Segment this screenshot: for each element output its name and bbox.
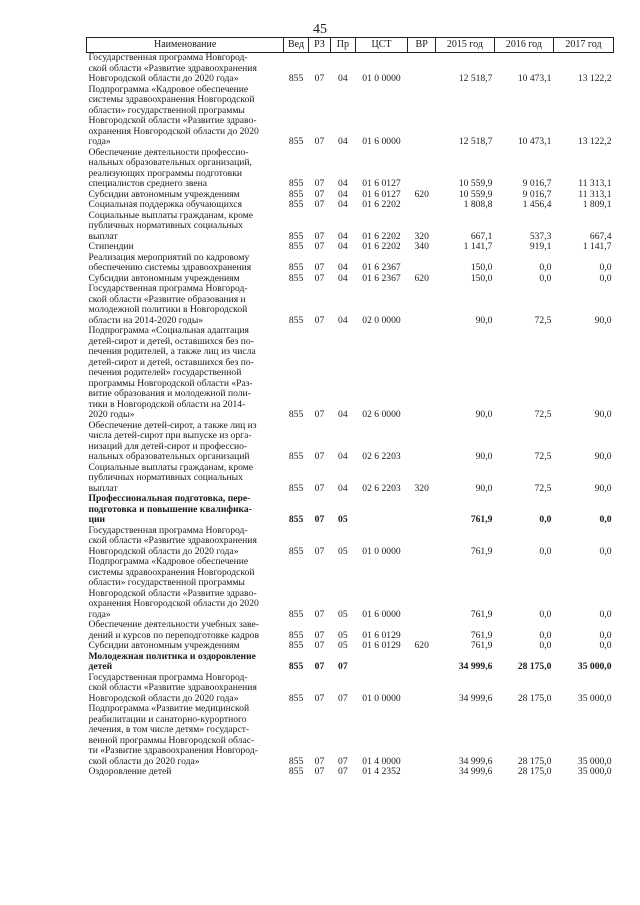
cell-ved: 855 — [288, 230, 304, 242]
cell-name: Подпрограмма «Социальная адаптация детей-сирот и детей, оставшихся без по- печения родителей, а также лиц из числа детей-сирот и детей, оставшихся без по- печения родителей» государственной программы Новгородской области «Раз- витие образования и молодежной поли- тики в Новгородской области на 2014- 2020 годы» — [88, 325, 256, 420]
cell-2015: 150,0 — [470, 272, 493, 284]
cell-rz: 07 — [314, 482, 325, 494]
cell-rz: 07 — [314, 314, 325, 326]
cell-name: Социальные выплаты гражданам, кроме публичных нормативных социальных выплат — [88, 209, 254, 242]
cell-2017: 0,0 — [599, 629, 612, 641]
cell-vr — [408, 200, 435, 211]
cell-vr — [408, 53, 435, 85]
cell-rz: 07 — [314, 272, 325, 284]
cell-2017: 1 809,1 — [582, 199, 612, 210]
cell-2015: 10 559,9 — [458, 178, 493, 189]
table-row — [87, 652, 614, 673]
cell-vr — [408, 620, 435, 641]
cell-name: Социальные выплаты гражданам, кроме публичных нормативных социальных выплат — [88, 461, 254, 494]
cell-2017: 0,0 — [599, 545, 612, 557]
cell-ved: 855 — [288, 661, 304, 672]
cell-2016: 28 175,0 — [517, 755, 552, 767]
header-rz: РЗ — [308, 38, 330, 53]
cell-2015: 1 141,7 — [463, 241, 493, 252]
cell-2016: 537,3 — [529, 230, 552, 242]
cell-2017: 1 141,7 — [582, 241, 612, 252]
cell-vr — [408, 326, 435, 421]
table-row — [87, 85, 614, 148]
cell-rz: 07 — [314, 608, 325, 620]
cell-2015: 12 518,7 — [458, 136, 493, 147]
cell-2017: 35 000,0 — [577, 766, 612, 777]
cell-rz: 07 — [314, 661, 325, 672]
table-row — [87, 148, 614, 190]
cell-2016: 28 175,0 — [517, 766, 552, 777]
cell-ved: 855 — [288, 482, 304, 494]
cell-2016: 919,1 — [529, 241, 552, 252]
cell-pr: 07 — [338, 766, 348, 777]
cell-cst: 01 6 2202 — [362, 199, 401, 210]
cell-name: Подпрограмма «Кадровое обеспечение системы здравоохранения Новгородской области» государственной программы Новгородской области «Развитие здраво- охранения Новгородской области до 2020 года» — [88, 83, 259, 147]
cell-name: Реализация мероприятий по кадровому обеспечению системы здравоохранения — [88, 251, 252, 273]
cell-2015: 761,9 — [470, 545, 493, 557]
table-row — [87, 673, 614, 705]
cell-name: Молодежная политика и оздоровление детей — [88, 650, 256, 672]
table-row — [87, 767, 614, 778]
cell-pr: 04 — [338, 314, 348, 326]
cell-vr — [408, 557, 435, 620]
cell-ved: 855 — [288, 262, 304, 273]
cell-cst: 01 0 0000 — [362, 73, 401, 84]
cell-vr: 320 — [414, 230, 429, 242]
cell-rz: 07 — [314, 755, 325, 767]
cell-name: Обеспечение деятельности профессио- нальных образовательных организаций, реализующих программы подготовки специалистов среднего звена — [88, 146, 252, 189]
table-row — [87, 463, 614, 495]
cell-name: Оздоровление детей — [88, 766, 172, 777]
cell-cst — [355, 494, 408, 526]
cell-2016: 9 016,7 — [522, 188, 552, 200]
cell-name: Стипендии — [88, 241, 134, 252]
cell-vr — [408, 494, 435, 526]
header-pr: Пр — [331, 38, 355, 53]
cell-rz: 07 — [314, 230, 325, 242]
cell-name: Субсидии автономным учреждениям — [88, 640, 240, 651]
cell-2017: 0,0 — [599, 272, 612, 284]
cell-2016: 0,0 — [539, 640, 552, 651]
cell-ved: 855 — [288, 514, 304, 525]
cell-rz: 07 — [314, 241, 325, 252]
cell-ved: 855 — [288, 451, 304, 462]
cell-pr: 05 — [338, 640, 348, 651]
cell-2015: 90,0 — [475, 451, 493, 462]
cell-cst: 01 4 0000 — [362, 755, 401, 767]
cell-cst: 01 6 2202 — [362, 241, 401, 252]
cell-vr: 340 — [414, 241, 429, 252]
cell-2015: 90,0 — [475, 482, 493, 494]
cell-pr: 04 — [338, 188, 348, 200]
cell-ved: 855 — [288, 188, 304, 200]
cell-name: Субсидии автономным учреждениям — [88, 188, 240, 200]
cell-2015: 667,1 — [470, 230, 493, 242]
cell-rz: 07 — [314, 692, 325, 704]
table-row — [87, 494, 614, 526]
table-row — [87, 620, 614, 641]
cell-2016: 72,5 — [534, 314, 552, 326]
table-row — [87, 211, 614, 243]
cell-2015: 34 999,6 — [458, 755, 493, 767]
table-header-row — [87, 38, 614, 53]
cell-pr: 07 — [338, 692, 348, 704]
cell-cst: 02 6 2203 — [362, 482, 401, 494]
cell-2016: 9 016,7 — [522, 178, 552, 189]
cell-2016: 10 473,1 — [517, 73, 552, 84]
cell-pr: 04 — [338, 272, 348, 284]
cell-2015: 761,9 — [470, 629, 493, 641]
cell-pr: 04 — [338, 409, 348, 420]
cell-2015: 34 999,6 — [458, 692, 493, 704]
cell-rz: 07 — [314, 766, 325, 777]
cell-pr: 04 — [338, 482, 348, 494]
cell-vr — [408, 704, 435, 767]
cell-ved: 855 — [288, 314, 304, 326]
cell-rz: 07 — [314, 73, 325, 84]
header-ved: Вед — [284, 38, 308, 53]
cell-2015: 761,9 — [470, 608, 493, 620]
cell-2015: 90,0 — [475, 409, 493, 420]
table-body — [87, 53, 614, 778]
cell-cst: 01 6 0000 — [362, 608, 401, 620]
cell-ved: 855 — [288, 608, 304, 620]
cell-2017: 0,0 — [599, 262, 612, 273]
cell-cst: 01 6 2202 — [362, 230, 401, 242]
table-row — [87, 421, 614, 463]
cell-ved: 855 — [288, 766, 304, 777]
cell-rz: 07 — [314, 514, 325, 525]
cell-pr: 05 — [338, 608, 348, 620]
table-row — [87, 526, 614, 558]
cell-cst: 01 6 2367 — [362, 262, 401, 273]
cell-pr: 07 — [338, 755, 348, 767]
cell-2016: 0,0 — [539, 629, 552, 641]
cell-2016: 0,0 — [539, 262, 552, 273]
cell-pr: 04 — [338, 451, 348, 462]
table-row — [87, 641, 614, 652]
header-2015: 2015 год — [435, 38, 494, 53]
cell-rz: 07 — [314, 451, 325, 462]
cell-name: Подпрограмма «Развитие медицинской реабилитации и санаторно-курортного лечения, в том числе детям» государст- венной программы Новгородской облас- ти «Развитие здравоохранения Новгород- ской области до 2020 года» — [88, 703, 258, 767]
cell-cst: 02 0 0000 — [362, 314, 401, 326]
cell-2015: 34 999,6 — [458, 661, 493, 672]
cell-vr: 620 — [414, 188, 429, 200]
table-row — [87, 242, 614, 253]
cell-cst: 02 6 2203 — [362, 451, 401, 462]
cell-cst: 01 6 0000 — [362, 136, 401, 147]
header-2017: 2017 год — [553, 38, 613, 53]
cell-rz: 07 — [314, 545, 325, 557]
cell-2017: 90,0 — [594, 314, 612, 326]
cell-vr — [408, 85, 435, 148]
cell-2015: 761,9 — [470, 640, 493, 651]
cell-pr: 04 — [338, 73, 348, 84]
cell-cst: 01 6 0127 — [362, 178, 401, 189]
cell-pr: 04 — [338, 136, 348, 147]
header-name: Наименование — [87, 38, 284, 53]
cell-name: Обеспечение деятельности учебных заве- дений и курсов по переподготовке кадров — [88, 619, 260, 641]
cell-rz: 07 — [314, 136, 325, 147]
cell-2015: 761,9 — [470, 514, 493, 525]
cell-pr: 05 — [338, 514, 348, 525]
cell-rz: 07 — [314, 409, 325, 420]
cell-vr — [408, 673, 435, 705]
cell-vr — [408, 526, 435, 558]
cell-name: Государственная программа Новгород- ской области «Развитие здравоохранения Новгородской области до 2020 года» — [88, 671, 257, 704]
cell-ved: 855 — [288, 409, 304, 420]
cell-vr — [408, 767, 435, 778]
cell-ved: 855 — [288, 199, 304, 210]
cell-ved: 855 — [288, 629, 304, 641]
cell-2015: 10 559,9 — [458, 188, 493, 200]
cell-cst: 01 0 0000 — [362, 545, 401, 557]
cell-rz: 07 — [314, 188, 325, 200]
cell-2015: 150,0 — [470, 262, 493, 273]
cell-ved: 855 — [288, 272, 304, 284]
budget-table — [86, 37, 614, 778]
cell-ved: 855 — [288, 545, 304, 557]
cell-name: Социальная поддержка обучающихся — [88, 199, 243, 210]
cell-pr: 04 — [338, 262, 348, 273]
cell-2016: 0,0 — [539, 272, 552, 284]
cell-2015: 1 808,8 — [463, 199, 493, 210]
cell-2015: 90,0 — [475, 314, 493, 326]
header-2016: 2016 год — [494, 38, 553, 53]
cell-rz: 07 — [314, 199, 325, 210]
cell-rz: 07 — [314, 262, 325, 273]
page-number: 45 — [313, 22, 327, 37]
table-row — [87, 326, 614, 421]
cell-vr — [408, 148, 435, 190]
cell-vr: 620 — [414, 640, 429, 651]
cell-pr: 04 — [338, 230, 348, 242]
cell-name: Субсидии автономным учреждениям — [88, 272, 240, 284]
cell-vr: 320 — [414, 482, 429, 494]
cell-2016: 1 456,4 — [522, 199, 552, 210]
cell-pr: 04 — [338, 178, 348, 189]
cell-rz: 07 — [314, 178, 325, 189]
cell-cst: 01 4 2352 — [362, 766, 401, 777]
cell-cst: 01 0 0000 — [362, 692, 401, 704]
table-row — [87, 284, 614, 326]
cell-cst: 01 6 0129 — [362, 640, 401, 651]
table-row — [87, 200, 614, 211]
cell-cst: 01 6 0127 — [362, 188, 401, 200]
cell-2016: 72,5 — [534, 451, 552, 462]
cell-2016: 0,0 — [539, 608, 552, 620]
cell-2017: 667,4 — [589, 230, 612, 242]
cell-ved: 855 — [288, 640, 304, 651]
cell-2017: 90,0 — [594, 409, 612, 420]
cell-pr: 04 — [338, 199, 348, 210]
cell-vr — [408, 253, 435, 274]
cell-name: Государственная программа Новгород- ской области «Развитие здравоохранения Новгородской области до 2020 года» — [88, 524, 257, 557]
cell-vr — [408, 284, 435, 326]
cell-rz: 07 — [314, 640, 325, 651]
cell-2017: 0,0 — [599, 640, 612, 651]
cell-2017: 13 122,2 — [577, 73, 612, 84]
cell-cst: 02 6 0000 — [362, 409, 401, 420]
cell-name: Профессиональная подготовка, пере- подготовка и повышение квалифика- ции — [88, 493, 252, 525]
cell-vr — [408, 652, 435, 673]
header-cst: ЦСТ — [355, 38, 408, 53]
header-vr: ВР — [408, 38, 435, 53]
cell-2017: 13 122,2 — [577, 136, 612, 147]
cell-2017: 90,0 — [594, 482, 612, 494]
cell-pr: 05 — [338, 629, 348, 641]
table-row — [87, 53, 614, 85]
cell-2017: 90,0 — [594, 451, 612, 462]
cell-name: Государственная программа Новгород- ской области «Развитие здравоохранения Новгородской области до 2020 года» — [88, 52, 257, 84]
cell-2016: 0,0 — [539, 514, 552, 525]
cell-2016: 72,5 — [534, 409, 552, 420]
table-row — [87, 704, 614, 767]
cell-ved: 855 — [288, 136, 304, 147]
cell-cst: 01 6 2367 — [362, 272, 401, 284]
cell-vr: 620 — [414, 272, 429, 284]
cell-2017: 0,0 — [599, 514, 612, 525]
cell-name: Подпрограмма «Кадровое обеспечение системы здравоохранения Новгородской области» государственной программы Новгородской области «Развитие здраво- охранения Новгородской области до 2020 года» — [88, 556, 259, 620]
cell-2016: 10 473,1 — [517, 136, 552, 147]
cell-2017: 0,0 — [599, 608, 612, 620]
cell-2015: 34 999,6 — [458, 766, 493, 777]
cell-ved: 855 — [288, 692, 304, 704]
cell-2017: 11 313,1 — [578, 188, 612, 200]
cell-pr: 04 — [338, 241, 348, 252]
table-row — [87, 557, 614, 620]
cell-ved: 855 — [288, 755, 304, 767]
cell-2015: 12 518,7 — [458, 73, 493, 84]
cell-2016: 28 175,0 — [517, 692, 552, 704]
cell-2017: 35 000,0 — [577, 755, 612, 767]
cell-2017: 35 000,0 — [577, 661, 612, 672]
cell-2017: 11 313,1 — [578, 178, 612, 189]
table-row — [87, 253, 614, 274]
cell-name: Государственная программа Новгород- ской области «Развитие образования и молодежной политики в Новгородской области на 2014-2020 годы» — [88, 283, 248, 326]
cell-2017: 35 000,0 — [577, 692, 612, 704]
cell-rz: 07 — [314, 629, 325, 641]
cell-cst — [355, 652, 408, 673]
cell-cst: 01 6 0129 — [362, 629, 401, 641]
cell-2016: 0,0 — [539, 545, 552, 557]
cell-ved: 855 — [288, 73, 304, 84]
cell-ved: 855 — [288, 178, 304, 189]
cell-ved: 855 — [288, 241, 304, 252]
cell-2016: 72,5 — [534, 482, 552, 494]
cell-name: Обеспечение детей-сирот, а также лиц из числа детей-сирот при выпуске из орга- низаций для детей-сирот и профессио- нальных образовательных организаций — [88, 419, 257, 462]
cell-vr — [408, 421, 435, 463]
cell-2016: 28 175,0 — [517, 661, 552, 672]
cell-pr: 07 — [338, 661, 348, 672]
cell-pr: 05 — [338, 545, 348, 557]
